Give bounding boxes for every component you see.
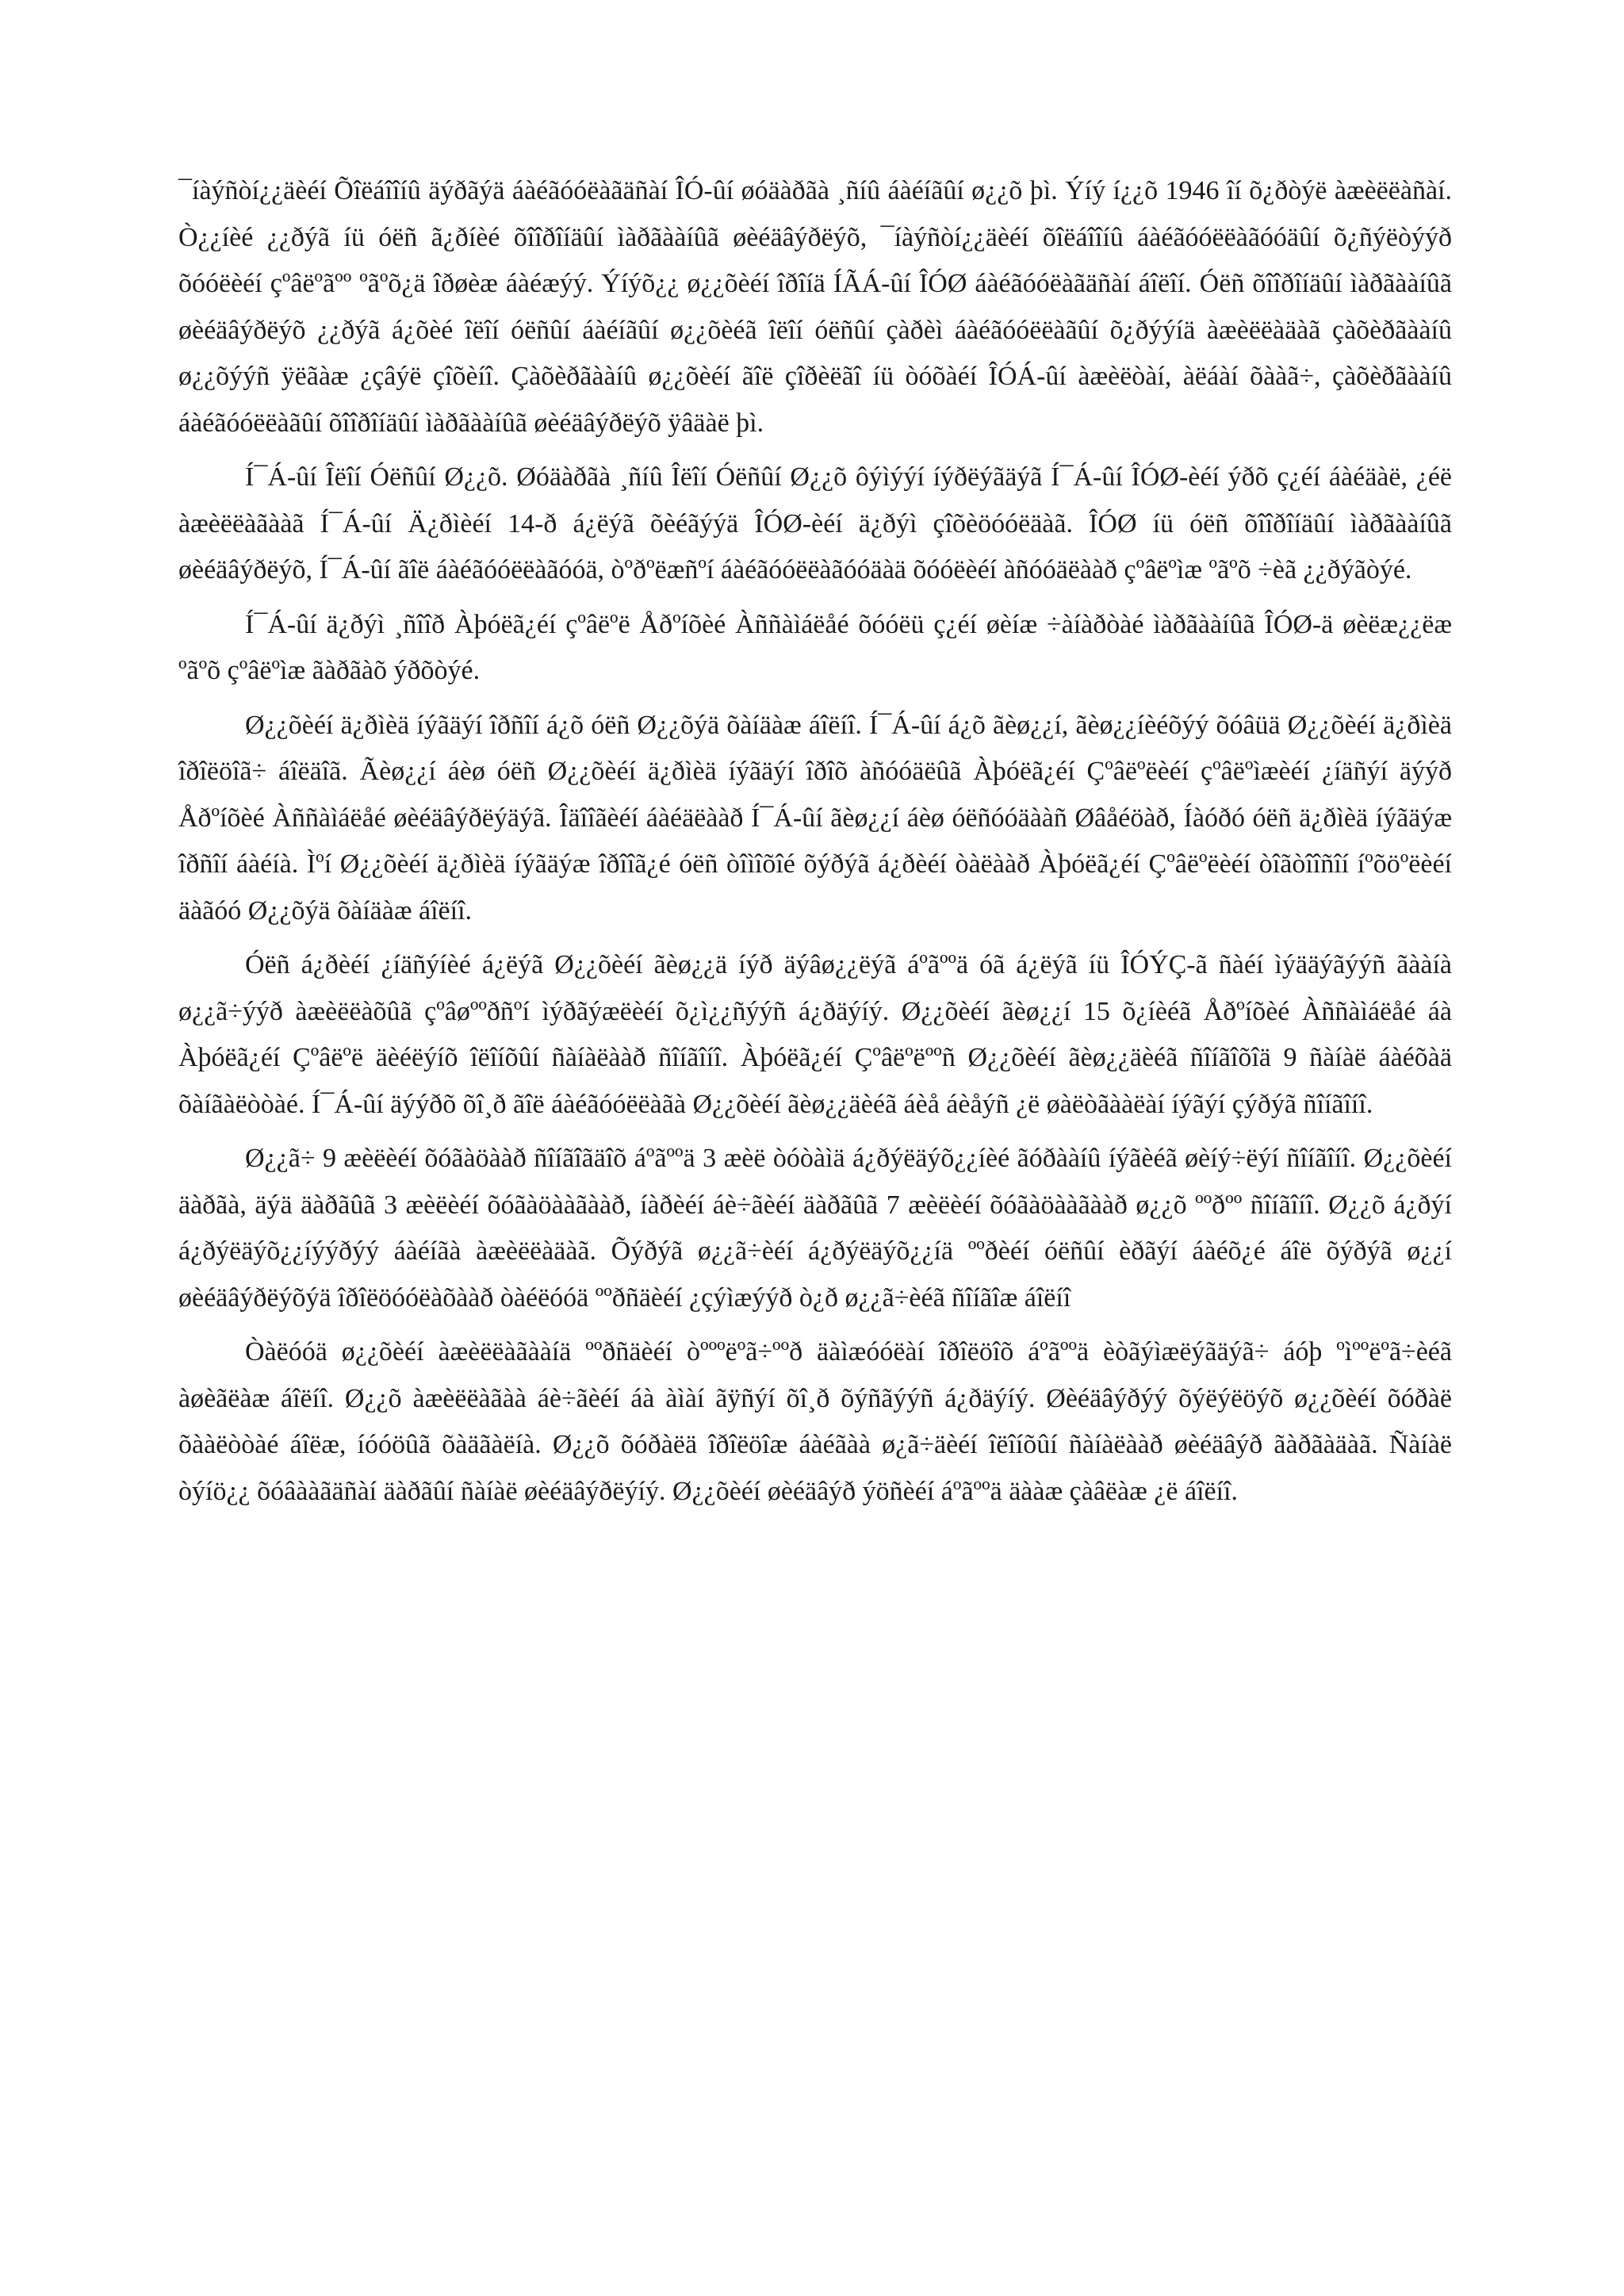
- paragraph: Í¯Á-ûí ä¿ðýì ¸ñîîð Àþóëã¿éí çºâëºë Åðºíõèé Àññàìáëåé õóóëü ç¿éí øèíæ ÷àíàðòàé ìàðãààíûã ÎÓØ-ä øèëæ¿¿ëæ ºãºõ çºâëºìæ ãàðãàõ ýðõòýé.: [178, 609, 1452, 685]
- paragraph: Óëñ á¿ðèéí ¿íäñýíèé á¿ëýã Ø¿¿õèéí ãèø¿¿ä íýð äýâø¿¿ëýã áºãººä óã á¿ëýã íü ÎÓÝÇ-ã ñàéí ìýääýãýýñ ãààíà ø¿¿ã÷ýýð àæèëëàõûã çºâøººðñºí ìýðãýæëèéí õ¿ì¿¿ñýýñ á¿ðäýíý. Ø¿¿õèéí ãèø¿¿í 15 õ¿íèéã Åðºíõèé Àññàìáëåé áà Àþóëã¿éí Çºâëºë äèéëýíõ îëîíõûí ñàíàëààð ñîíãîíî. Àþóëã¿éí Çºâëºëººñ Ø¿¿õèéí ãèø¿¿äèéã ñîíãîõîä 9 ñàíàë áàéõàä õàíãàëòòàé. Í¯Á-ûí äýýðõ õî¸ð ãîë áàéãóóëëàãà Ø¿¿õèéí ãèø¿¿äèéã áèå áèåýñ ¿ë øàëòãààëàí íýãýí çýðýã ñîíãîíî.: [178, 950, 1452, 1119]
- document-body: [178, 168, 1452, 1523]
- paragraph: ¯íàýñòí¿¿äèéí Õîëáîîíû äýðãýä áàéãóóëàãäñàí ÎÓ-ûí øóäàðãà ¸ñíû áàéíãûí ø¿¿õ þì. Ýíý í¿¿õ 1946 îí õ¿ðòýë àæèëëàñàí. Ò¿¿íèé ¿¿ðýã íü óëñ ã¿ðíèé õîîðîíäûí ìàðãààíûã øèéäâýðëýõ, ¯íàýñòí¿¿äèéí õîëáîîíû áàéãóóëëàãóóäûí õ¿ñýëòýýð õóóëèéí çºâëºãºº ºãºõ¿ä îðøèæ áàéæýý. Ýíýõ¿¿ ø¿¿õèéí îðîíä ÍÃÁ-ûí ÎÓØ áàéãóóëàãäñàí áîëîí. Óëñ õîîðîíäûí ìàðãààíûã øèéäâýðëýõ ¿¿ðýã á¿õèé îëîí óëñûí áàéíãûí ø¿¿õèéã îëîí óëñûí çàðèì áàéãóóëëàãûí õ¿ðýýíä àæèëëàäàã çàõèðãààíû ø¿¿õýýñ ÿëãàæ ¿çâýë çîõèíî. Çàõèðãààíû ø¿¿õèéí ãîë çîðèëãî íü òóõàéí ÎÓÁ-ûí àæèëòàí, àëáàí õààã÷, çàõèðãààíû áàéãóóëëàãûí õîîðîíäûí ìàðãààíûã øèéäâýðëýõ ÿâäàë þì.: [178, 176, 1452, 438]
- paragraph: Ø¿¿õèéí ä¿ðìèä íýãäýí îðñîí á¿õ óëñ Ø¿¿õýä õàíäàæ áîëíî. Í¯Á-ûí á¿õ ãèø¿¿í, ãèø¿¿íèéõýý õóâüä Ø¿¿õèéí ä¿ðìèä îðîëöîã÷ áîëäîã. Ãèø¿¿í áèø óëñ Ø¿¿õèéí ä¿ðìèä íýãäýí îðîõ àñóóäëûã Àþóëã¿éí Çºâëºëèéí çºâëºìæèéí ¿íäñýí äýýð Åðºíõèé Àññàìáëåé øèéäâýðëýäýã. Îäîîãèéí áàéäëààð Í¯Á-ûí ãèø¿¿í áèø óëñóóäààñ Øâåéöàð, Íàóðó óëñ ä¿ðìèä íýãäýæ îðñîí áàéíà. Ìºí Ø¿¿õèéí ä¿ðìèä íýãäýæ îðîîã¿é óëñ òîìîõîé õýðýã á¿ðèéí òàëààð Àþóëã¿éí Çºâëºëèéí òîãòîîñîí íºõöºëèéí äàãóó Ø¿¿õýä õàíäàæ áîëíî.: [178, 710, 1452, 926]
- paragraph: Òàëóóä ø¿¿õèéí àæèëëàãààíä ººðñäèéí òºººëºã÷ººð äàìæóóëàí îðîëöîõ áºãººä èòãýìæëýãäýã÷ áóþ ºìººëºã÷èéã àøèãëàæ áîëíî. Ø¿¿õ àæèëëàãàà áè÷ãèéí áà àìàí ãÿñýí õî¸ð õýñãýýñ á¿ðäýíý. Øèéäâýðýý õýëýëöýõ ø¿¿õèéí õóðàë õààëòòàé áîëæ, íóóöûã õàäãàëíà. Ø¿¿õ õóðàëä îðîëöîæ áàéãàà ø¿ã÷äèéí îëîíõûí ñàíàëààð øèéäâýð ãàðãàäàã. Ñàíàë òýíö¿¿ õóâààãäñàí äàðãûí ñàíàë øèéäâýðëýíý. Ø¿¿õèéí øèéäâýð ýöñèéí áºãººä äààæ çàâëàæ ¿ë áîëíî.: [178, 1337, 1452, 1506]
- paragraph: Í¯Á-ûí Îëîí Óëñûí Ø¿¿õ. Øóäàðãà ¸ñíû Îëîí Óëñûí Ø¿¿õ ôýìýýí íýðëýãäýã Í¯Á-ûí ÎÓØ-èéí ýðõ ç¿éí áàéäàë, ¿éë àæèëëàãààã Í¯Á-ûí Ä¿ðìèéí 14-ð á¿ëýã õèéãýýä ÎÓØ-èéí ä¿ðýì çîõèöóóëäàã. ÎÓØ íü óëñ õîîðîíäûí ìàðãààíûã øèéäâýðëýõ, Í¯Á-ûí ãîë áàéãóóëëàãóóä, òºðºëæñºí áàéãóóëëàãóóäàä õóóëèéí àñóóäëààð çºâëºìæ ºãºõ ÷èã ¿¿ðýãòýé.: [178, 462, 1452, 585]
- paragraph: Ø¿¿ã÷ 9 æèëèéí õóãàöààð ñîíãîãäîõ áºãººä 3 æèë òóòàìä á¿ðýëäýõ¿¿íèé ãóðààíû íýãèéã øèíý÷ëýí ñîíãîíî. Ø¿¿õèéí äàðãà, äýä äàðãûã 3 æèëèéí õóãàöààãààð, íàðèéí áè÷ãèéí äàðãûã 7 æèëèéí õóãàöààãààð ø¿¿õ ººðºº ñîíãîíî. Ø¿¿õ á¿ðýí á¿ðýëäýõ¿¿íýýðýý áàéíãà àæèëëàäàã. Õýðýã ø¿¿ã÷èéí á¿ðýëäýõ¿¿íä ººðèéí óëñûí èðãýí áàéõ¿é áîë õýðýã ø¿¿í øèéäâýðëýõýä îðîëöóóëàõààð òàéëóóä ººðñäèéí ¿çýìæýýð ò¿ð ø¿¿ã÷èéã ñîíãîæ áîëíî: [178, 1144, 1452, 1313]
